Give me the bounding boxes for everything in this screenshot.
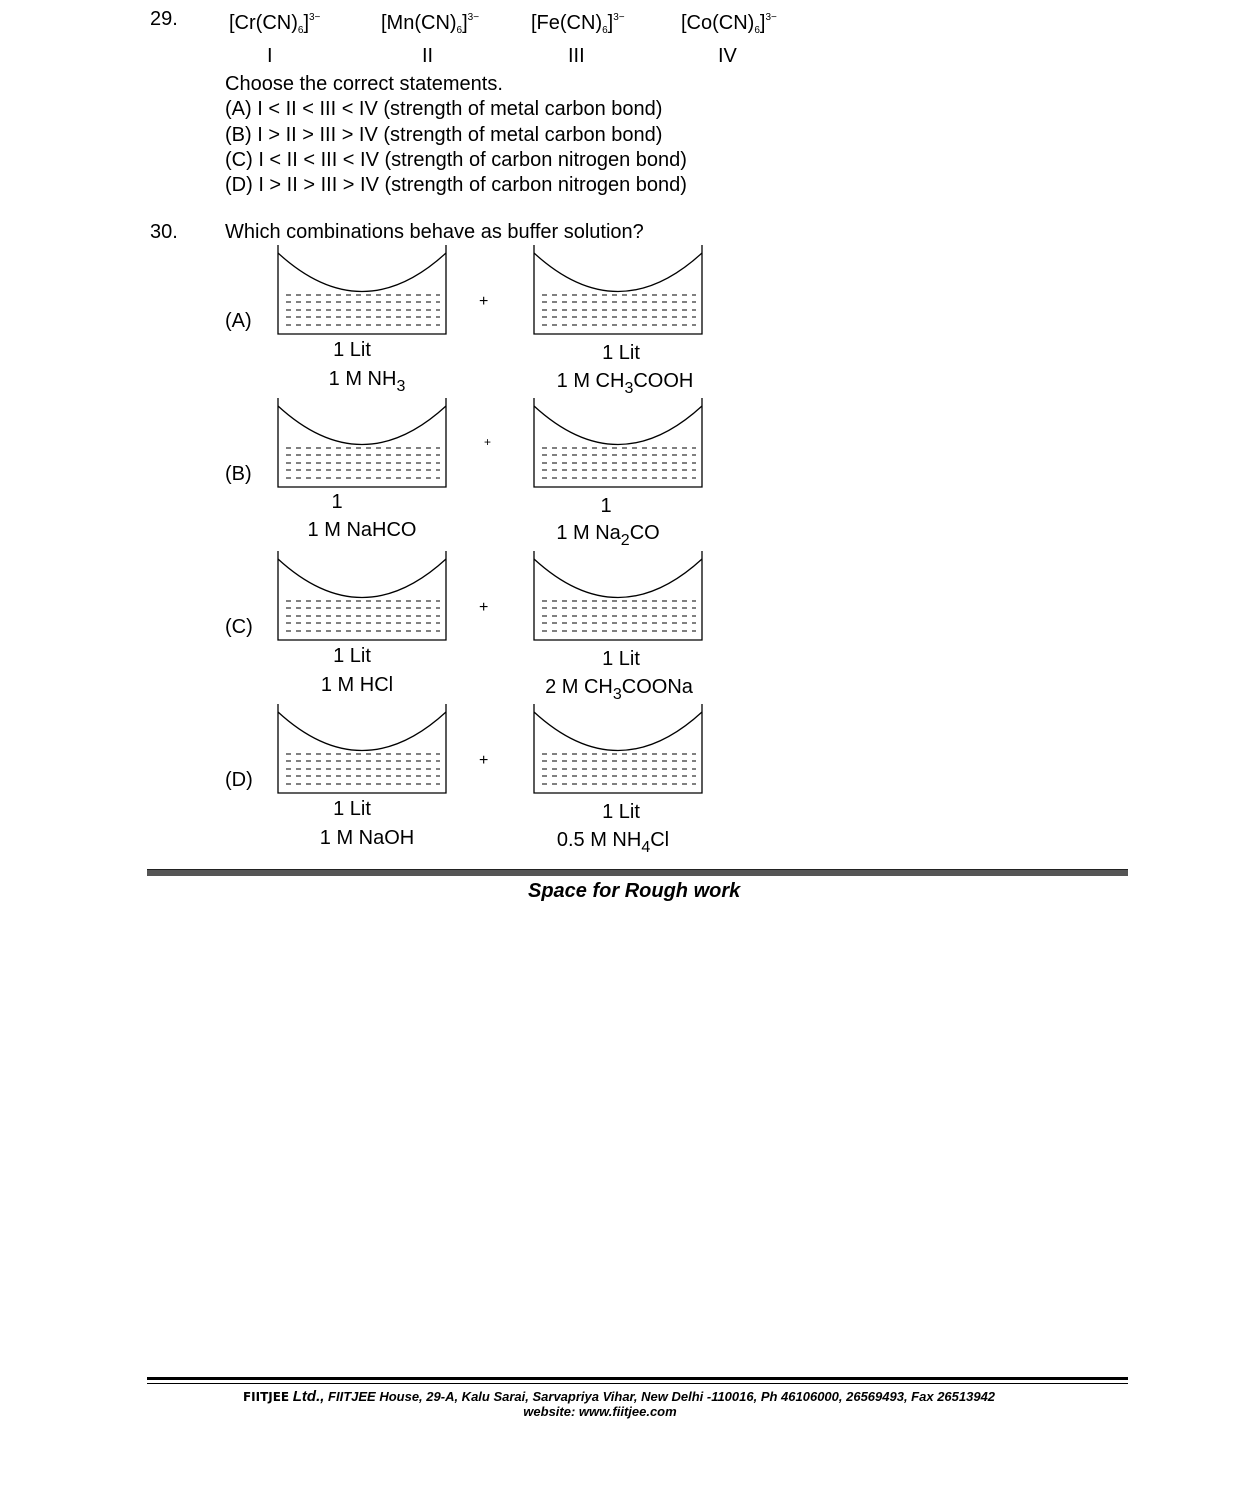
beaker-volume-label: 1 (600, 495, 612, 517)
beaker-icon (533, 551, 703, 641)
q30-option-d-label: (D) (225, 769, 253, 791)
plus-sign: + (479, 293, 489, 310)
beaker-icon (277, 704, 447, 794)
q29-option-d: (D) I > II > III > IV (strength of carbon nitrogen bond) (225, 174, 687, 196)
beaker-concentration-label: 1 M NaOH (319, 827, 415, 849)
footer-rule-thin (147, 1383, 1128, 1384)
beaker-concentration-label: 1 M NaHCO (307, 519, 417, 541)
beaker-icon (277, 398, 447, 488)
beaker-concentration-label: 0.5 M $NH_4Cl$ (556, 829, 670, 856)
beaker-volume-label: 1 Lit (333, 645, 371, 667)
complex-cr: $[Cr(CN)_6]^{3-}$ (229, 12, 321, 36)
beaker-volume-label: 1 Lit (602, 648, 640, 670)
footer-address: FIITJEE Ltd., FIITJEE House, 29-A, Kalu Sarai, Sarvapriya Vihar, New Delhi -110016, Ph 46106000, 26569493, Fax 26513942 (242, 1388, 996, 1405)
beaker-icon (533, 704, 703, 794)
roman-label-iv: IV (718, 45, 737, 67)
footer-website: website: www.fiitjee.com (523, 1404, 677, 1419)
roman-label-i: I (267, 45, 273, 67)
plus-sign: + (484, 435, 492, 449)
question-30-prompt: Which combinations behave as buffer solution? (225, 221, 644, 243)
rough-work-heading: Space for Rough work (528, 880, 741, 902)
beaker-volume-label: 1 Lit (333, 339, 371, 361)
beaker-icon (277, 245, 447, 335)
roman-label-ii: II (422, 45, 434, 67)
beaker-volume-label: 1 (331, 491, 343, 513)
q30-option-a-label: (A) (225, 310, 252, 332)
question-29-prompt: Choose the correct statements. (225, 73, 503, 95)
beaker-volume-label: 1 Lit (602, 342, 640, 364)
plus-sign: + (479, 599, 489, 616)
question-29-number: 29. (150, 8, 178, 30)
beaker-icon (533, 245, 703, 335)
rough-work-divider (147, 869, 1128, 876)
q29-option-a: (A) I < II < III < IV (strength of metal carbon bond) (225, 98, 663, 120)
roman-label-iii: III (568, 45, 585, 67)
plus-sign: + (479, 752, 489, 769)
beaker-concentration-label: 2 M $CH_3COONa$ (545, 676, 693, 703)
q29-option-c: (C) I < II < III < IV (strength of carbon nitrogen bond) (225, 149, 687, 171)
question-30-number: 30. (150, 221, 178, 243)
complex-co: $[Co(CN)_6]^{3-}$ (681, 12, 777, 36)
beaker-volume-label: 1 Lit (602, 801, 640, 823)
beaker-concentration-label: 1 M $Na_2CO$ (556, 522, 660, 549)
beaker-concentration-label: 1 M $NH_3$ (328, 368, 406, 395)
beaker-concentration-label: 1 M HCl (320, 674, 394, 696)
beaker-icon (277, 551, 447, 641)
complex-fe: $[Fe(CN)_6]^{3-}$ (531, 12, 625, 36)
beaker-volume-label: 1 Lit (333, 798, 371, 820)
q30-option-b-label: (B) (225, 463, 252, 485)
complex-mn: $[Mn(CN)_6]^{3-}$ (381, 12, 480, 36)
beaker-icon (533, 398, 703, 488)
q29-option-b: (B) I > II > III > IV (strength of metal carbon bond) (225, 124, 663, 146)
footer-rule (147, 1377, 1128, 1380)
beaker-concentration-label: 1 M $CH_3COOH$ (556, 370, 694, 397)
q30-option-c-label: (C) (225, 616, 253, 638)
